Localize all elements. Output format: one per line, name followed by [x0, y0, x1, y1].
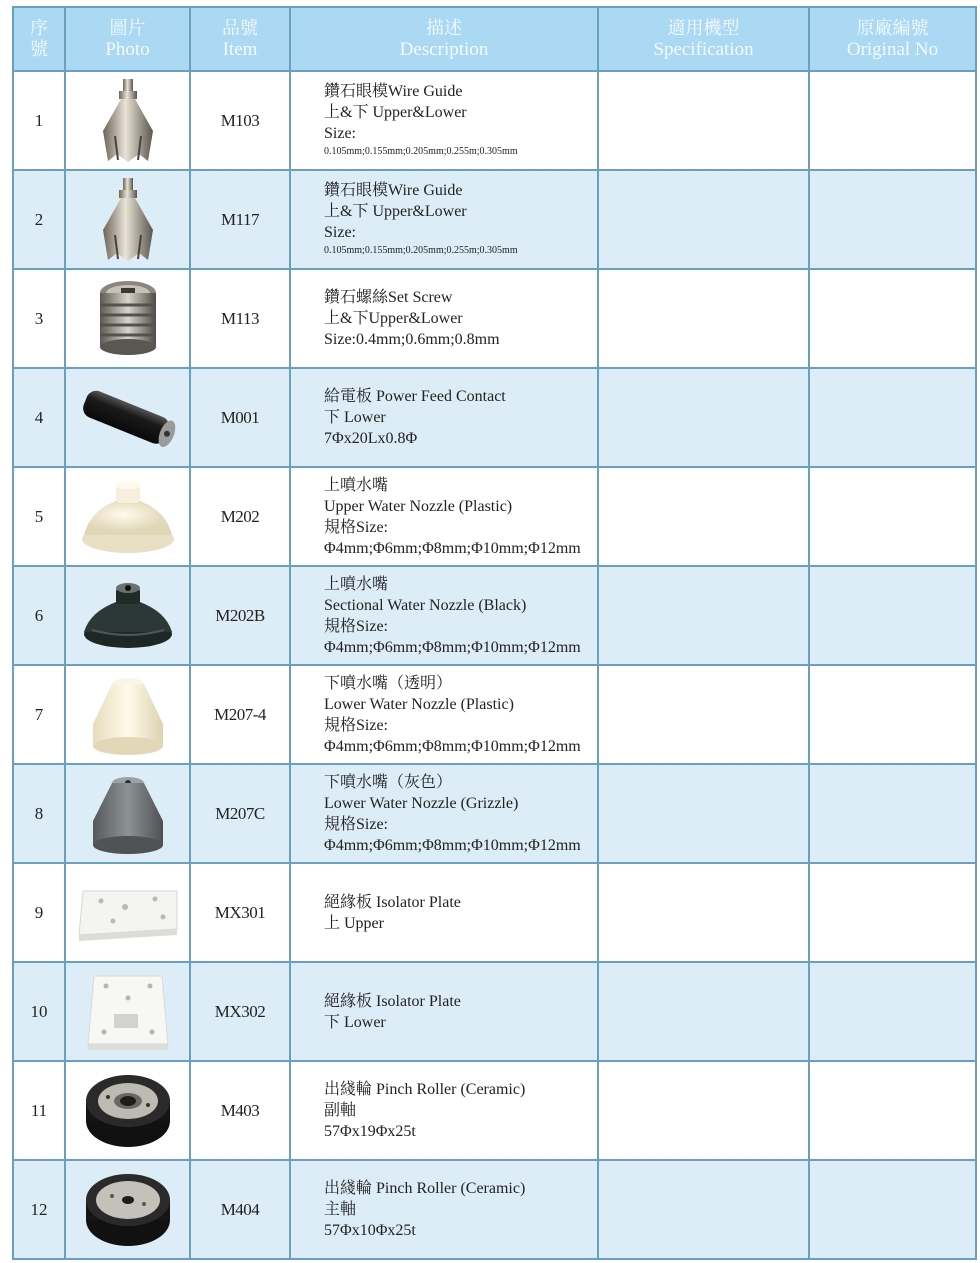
row-photo	[65, 962, 190, 1061]
row-original-no	[809, 368, 976, 467]
description-line: Size:	[324, 125, 356, 142]
lower-water-nozzle-plastic-icon	[66, 668, 189, 762]
description-line: 上噴水嘴	[324, 575, 389, 593]
description-line: 出綫輪 Pinch Roller (Ceramic)	[324, 1180, 526, 1197]
row-number: 3	[13, 269, 65, 368]
row-item-code: MX302	[190, 962, 290, 1061]
description-line: 下噴水嘴（灰色）	[324, 773, 453, 791]
description-line: 上&下 Upper&Lower	[324, 104, 467, 121]
header-no	[13, 7, 65, 71]
row-item-code: M103	[190, 71, 290, 170]
row-description	[290, 764, 598, 863]
row-specification	[598, 368, 809, 467]
row-description	[290, 269, 598, 368]
table-row	[13, 269, 976, 368]
row-original-no	[809, 269, 976, 368]
description-line: 副軸	[324, 1102, 357, 1119]
row-item-code: MX301	[190, 863, 290, 962]
description-line: 下 Lower	[324, 1013, 386, 1031]
pinch-roller-main-icon	[66, 1170, 189, 1250]
header-spec-en: Specification	[653, 39, 754, 60]
table-header	[13, 7, 976, 71]
header-desc-zh: 描述	[426, 18, 462, 39]
description-line: 鑽石眼模Wire Guide	[324, 182, 463, 199]
row-original-no	[809, 1160, 976, 1259]
description-line: 給電板 Power Feed Contact	[324, 388, 506, 405]
row-number: 5	[13, 467, 65, 566]
row-specification	[598, 962, 809, 1061]
row-photo	[65, 764, 190, 863]
row-specification	[598, 764, 809, 863]
description-line: Size:	[324, 224, 356, 241]
row-photo	[65, 863, 190, 962]
row-item-code: M404	[190, 1160, 290, 1259]
header-item-en: Item	[222, 39, 258, 60]
row-specification	[598, 1160, 809, 1259]
row-specification	[598, 170, 809, 269]
pinch-roller-icon	[66, 1071, 189, 1151]
table-row	[13, 368, 976, 467]
header-item-zh: 品號	[222, 18, 258, 39]
description-line: 上&下 Upper&Lower	[324, 203, 467, 220]
isolator-plate-lower-icon	[66, 970, 189, 1054]
table-row	[13, 467, 976, 566]
row-specification	[598, 71, 809, 170]
row-number: 2	[13, 170, 65, 269]
header-orig-en: Original No	[846, 39, 939, 60]
description-line: Φ4mm;Φ6mm;Φ8mm;Φ10mm;Φ12mm	[324, 539, 581, 557]
row-number: 6	[13, 566, 65, 665]
row-photo	[65, 1160, 190, 1259]
description-line: Upper Water Nozzle (Plastic)	[324, 497, 513, 515]
row-photo	[65, 170, 190, 269]
row-original-no	[809, 962, 976, 1061]
description-line: 7Φx20Lx0.8Φ	[324, 430, 418, 447]
parts-catalog-sheet	[12, 6, 975, 1260]
description-line: 絕緣板 Isolator Plate	[324, 893, 461, 911]
header-photo-zh: 圖片	[109, 18, 146, 39]
row-item-code: M207-4	[190, 665, 290, 764]
row-description	[290, 368, 598, 467]
parts-table	[12, 6, 977, 1260]
description-line: Size:0.4mm;0.6mm;0.8mm	[324, 331, 500, 348]
header-photo	[65, 7, 190, 71]
table-row	[13, 665, 976, 764]
description-line: 上噴水嘴	[324, 476, 389, 494]
row-item-code: M403	[190, 1061, 290, 1160]
lower-water-nozzle-grizzle-icon	[66, 767, 189, 861]
description-line: 0.105mm;0.155mm;0.205mm;0.255m;0.305mm	[324, 146, 518, 157]
row-description	[290, 71, 598, 170]
description-line: 0.105mm;0.155mm;0.205mm;0.255m;0.305mm	[324, 245, 518, 256]
row-photo	[65, 467, 190, 566]
header-item	[190, 7, 290, 71]
row-original-no	[809, 170, 976, 269]
table-body	[13, 71, 976, 1259]
description-line: 鑽石螺絲Set Screw	[324, 289, 453, 306]
row-number: 10	[13, 962, 65, 1061]
row-original-no	[809, 566, 976, 665]
row-description	[290, 467, 598, 566]
description-line: Φ4mm;Φ6mm;Φ8mm;Φ10mm;Φ12mm	[324, 638, 581, 656]
description-line: 下 Lower	[324, 409, 386, 426]
row-original-no	[809, 863, 976, 962]
row-number: 12	[13, 1160, 65, 1259]
row-original-no	[809, 764, 976, 863]
row-specification	[598, 665, 809, 764]
row-description	[290, 1160, 598, 1259]
row-item-code: M117	[190, 170, 290, 269]
header-no-line1: 序	[30, 18, 48, 39]
row-photo	[65, 368, 190, 467]
row-specification	[598, 269, 809, 368]
row-original-no	[809, 665, 976, 764]
description-line: Lower Water Nozzle (Grizzle)	[324, 794, 519, 812]
diamond-wire-guide-icon	[66, 175, 189, 265]
sectional-water-nozzle-black-icon	[66, 576, 189, 656]
table-row	[13, 170, 976, 269]
header-desc-en: Description	[399, 39, 489, 60]
row-photo	[65, 1061, 190, 1160]
row-photo	[65, 269, 190, 368]
set-screw-icon	[66, 277, 189, 361]
row-item-code: M202	[190, 467, 290, 566]
row-description	[290, 566, 598, 665]
description-line: 絕緣板 Isolator Plate	[324, 992, 461, 1010]
isolator-plate-upper-icon	[66, 885, 189, 941]
header-no-line2: 號	[30, 39, 48, 60]
row-number: 7	[13, 665, 65, 764]
row-number: 1	[13, 71, 65, 170]
description-line: 鑽石眼模Wire Guide	[324, 83, 463, 100]
row-number: 4	[13, 368, 65, 467]
row-specification	[598, 1061, 809, 1160]
description-line: 規格Size:	[324, 617, 388, 635]
header-spec-zh: 適用機型	[667, 18, 740, 39]
row-description	[290, 863, 598, 962]
table-row	[13, 764, 976, 863]
diamond-wire-guide-icon	[66, 76, 189, 166]
row-item-code: M113	[190, 269, 290, 368]
description-line: 下噴水嘴（透明）	[324, 674, 453, 692]
row-number: 9	[13, 863, 65, 962]
row-number: 8	[13, 764, 65, 863]
header-specification	[598, 7, 809, 71]
row-photo	[65, 566, 190, 665]
description-line: Lower Water Nozzle (Plastic)	[324, 695, 514, 713]
description-line: 57Φx10Φx25t	[324, 1222, 416, 1239]
description-line: 57Φx19Φx25t	[324, 1123, 416, 1140]
row-number: 11	[13, 1061, 65, 1160]
row-original-no	[809, 71, 976, 170]
description-line: Φ4mm;Φ6mm;Φ8mm;Φ10mm;Φ12mm	[324, 836, 581, 854]
power-feed-contact-icon	[66, 382, 189, 454]
header-photo-en: Photo	[105, 39, 150, 60]
description-line: 出綫輪 Pinch Roller (Ceramic)	[324, 1081, 526, 1098]
description-line: Sectional Water Nozzle (Black)	[324, 596, 527, 614]
table-row	[13, 1061, 976, 1160]
table-row	[13, 71, 976, 170]
header-original-no	[809, 7, 976, 71]
description-line: 規格Size:	[324, 815, 388, 833]
description-line: 規格Size:	[324, 518, 388, 536]
header-orig-zh: 原廠編號	[856, 18, 929, 39]
description-line: 上&下Upper&Lower	[324, 310, 463, 327]
row-specification	[598, 467, 809, 566]
row-description	[290, 665, 598, 764]
row-item-code: M202B	[190, 566, 290, 665]
description-line: 上 Upper	[324, 914, 384, 932]
row-original-no	[809, 467, 976, 566]
row-description	[290, 170, 598, 269]
row-item-code: M001	[190, 368, 290, 467]
row-description	[290, 962, 598, 1061]
upper-water-nozzle-plastic-icon	[66, 475, 189, 559]
row-specification	[598, 566, 809, 665]
description-line: 主軸	[324, 1201, 357, 1218]
row-description	[290, 1061, 598, 1160]
row-specification	[598, 863, 809, 962]
row-original-no	[809, 1061, 976, 1160]
row-photo	[65, 665, 190, 764]
row-photo	[65, 71, 190, 170]
description-line: Φ4mm;Φ6mm;Φ8mm;Φ10mm;Φ12mm	[324, 737, 581, 755]
table-row	[13, 1160, 976, 1259]
table-row	[13, 962, 976, 1061]
table-row	[13, 566, 976, 665]
row-item-code: M207C	[190, 764, 290, 863]
description-line: 規格Size:	[324, 716, 388, 734]
header-description	[290, 7, 598, 71]
table-row	[13, 863, 976, 962]
